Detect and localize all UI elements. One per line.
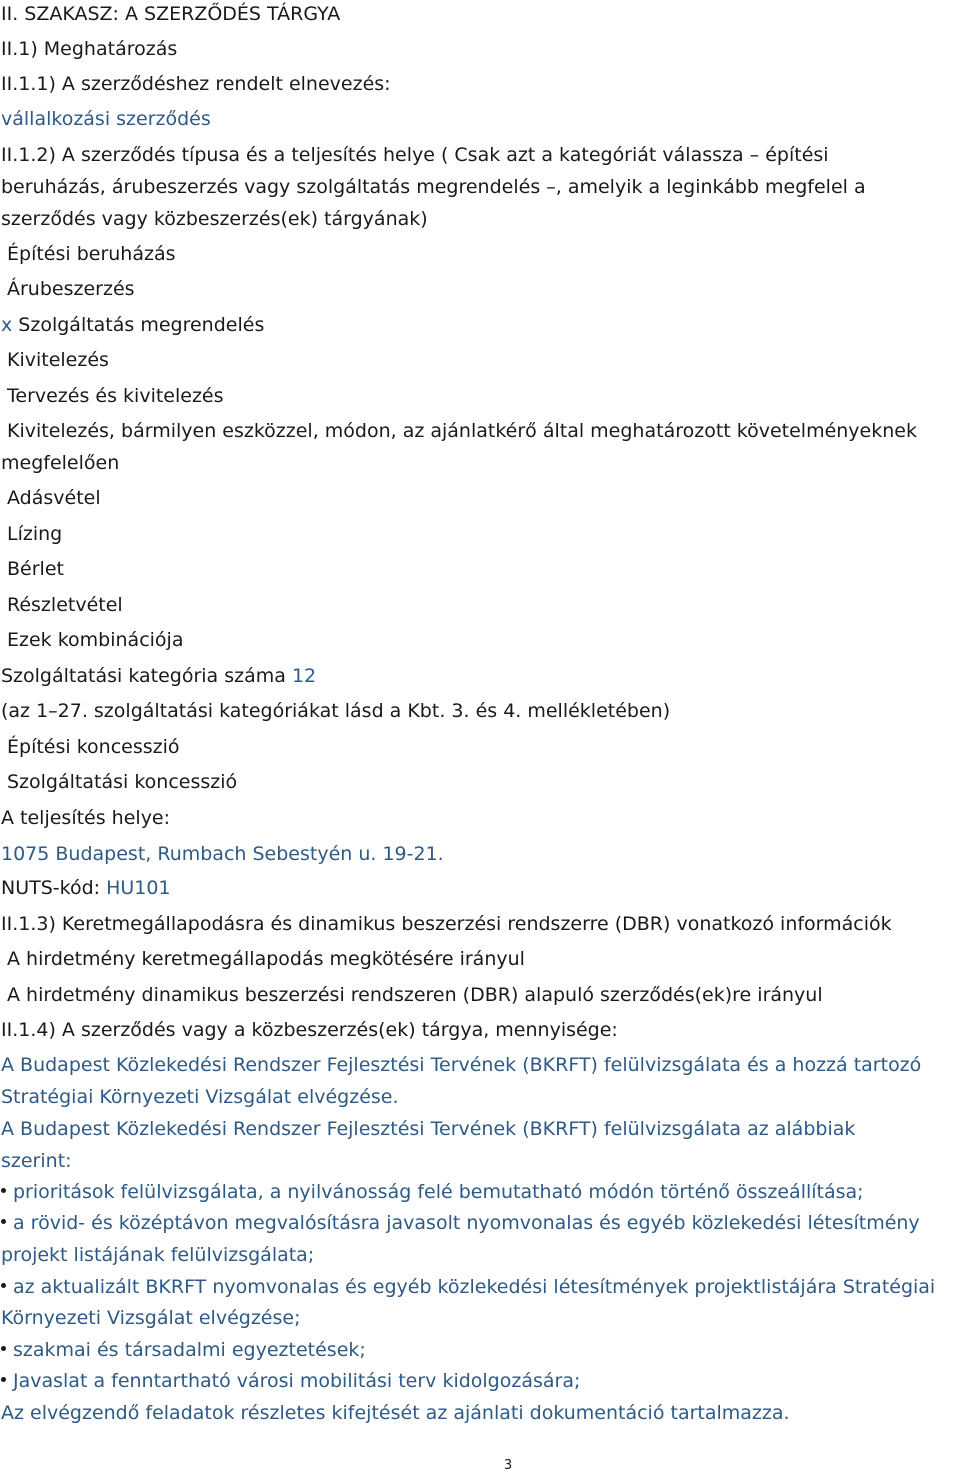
contract-name-value: vállalkozási szerződés (1, 108, 211, 130)
page-number: 3 (503, 1458, 513, 1473)
option-arubeszerzes: Árubeszerzés (7, 278, 135, 300)
framework-option-2: A hirdetmény dinamikus beszerzési rendszeren (DBR) alapuló szerződés(ek)re irányul (7, 984, 823, 1006)
option-szolg-koncesszio: Szolgáltatási koncesszió (7, 771, 238, 793)
option-kombinacio: Ezek kombinációja (7, 629, 184, 651)
service-category-label: Szolgáltatási kategória száma (1, 665, 286, 687)
heading-ii-1-2-line3: szerződés vagy közbeszerzés(ek) tárgyának) (1, 208, 428, 230)
description-p1-line2: Stratégiai Környezeti Vizsgálat elvégzése. (1, 1086, 399, 1108)
heading-ii-1-2-line1: II.1.2) A szerződés típusa és a teljesítés helye ( Csak azt a kategóriát válassza – építési (1, 144, 829, 166)
option-szolgaltatas-label: Szolgáltatás megrendelés (18, 314, 265, 336)
option-szolgaltatas (1, 313, 264, 337)
heading-ii-1-1: II.1.1) A szerződéshez rendelt elnevezés: (1, 73, 391, 95)
place-value: 1075 Budapest, Rumbach Sebestyén u. 19-21. (1, 843, 444, 865)
bullet-icon (1, 1283, 6, 1288)
option-epitesi-koncesszio: Építési koncesszió (7, 736, 180, 758)
place-label: A teljesítés helye: (1, 807, 171, 829)
nuts-value: HU101 (106, 877, 171, 899)
list-item: prioritások felülvizsgálata, a nyilvánosság felé bemutatható módón történő összeállítása; (1, 1180, 864, 1204)
heading-ii-1-3: II.1.3) Keretmegállapodásra és dinamikus beszerzési rendszerre (DBR) vonatkozó információk (1, 913, 892, 935)
option-adasvetel: Adásvétel (7, 487, 101, 509)
description-p2-line2: szerint: (1, 1150, 72, 1172)
description-p1-line1: A Budapest Közlekedési Rendszer Fejlesztési Tervének (BKRFT) felülvizsgálata és a hozzá tartozó (1, 1054, 922, 1076)
heading-ii-1-4: II.1.4) A szerződés vagy a közbeszerzés(ek) tárgya, mennyisége: (1, 1019, 618, 1041)
list-item: az aktualizált BKRFT nyomvonalas és egyéb közlekedési létesítmények projektlistájára Stratégiai (1, 1275, 935, 1299)
option-kivitelezes-barmilyen-line1: Kivitelezés, bármilyen eszközzel, módon, az ajánlatkérő által meghatározott követelményeknek (7, 420, 917, 442)
bullet-icon (1, 1188, 6, 1193)
list-item-continuation: projekt listájának felülvizsgálata; (1, 1244, 315, 1266)
bullet-icon (1, 1219, 6, 1224)
bullet-icon (1, 1346, 6, 1351)
list-item: szakmai és társadalmi egyeztetések; (1, 1338, 366, 1362)
option-berlet: Bérlet (7, 558, 64, 580)
list-item: Javaslat a fenntartható városi mobilitási terv kidolgozására; (1, 1369, 580, 1393)
list-item-continuation: Környezeti Vizsgálat elvégzése; (1, 1307, 301, 1329)
nuts-code (1, 876, 171, 900)
option-kivitelezes-barmilyen-line2: megfelelően (1, 452, 120, 474)
list-item: a rövid- és középtávon megvalósításra javasolt nyomvonalas és egyéb közlekedési létesítmény (1, 1211, 920, 1235)
service-category (1, 664, 316, 688)
heading-ii-1: II.1) Meghatározás (1, 38, 178, 60)
heading-ii-1-2-line2: beruházás, árubeszerzés vagy szolgáltatás megrendelés –, amelyik a leginkább megfelel a (1, 176, 866, 198)
service-category-note: (az 1–27. szolgáltatási kategóriákat lásd a Kbt. 3. és 4. mellékletében) (1, 700, 671, 722)
option-epitesi-beruhazas: Építési beruházás (7, 243, 176, 265)
service-category-value: 12 (291, 665, 317, 687)
option-lizing: Lízing (7, 523, 63, 545)
framework-option-1: A hirdetmény keretmegállapodás megkötésére irányul (7, 948, 525, 970)
nuts-label: NUTS-kód: (1, 877, 101, 899)
section-title: II. SZAKASZ: A SZERZŐDÉS TÁRGYA (1, 3, 341, 25)
selected-mark: x (1, 314, 13, 336)
option-kivitelezes: Kivitelezés (7, 349, 109, 371)
option-reszletvetel: Részletvétel (7, 594, 123, 616)
option-tervezes: Tervezés és kivitelezés (7, 385, 224, 407)
description-closing: Az elvégzendő feladatok részletes kifejtését az ajánlati dokumentáció tartalmazza. (1, 1402, 790, 1424)
bullet-icon (1, 1377, 6, 1382)
description-p2-line1: A Budapest Közlekedési Rendszer Fejlesztési Tervének (BKRFT) felülvizsgálata az alábbiak (1, 1118, 856, 1140)
